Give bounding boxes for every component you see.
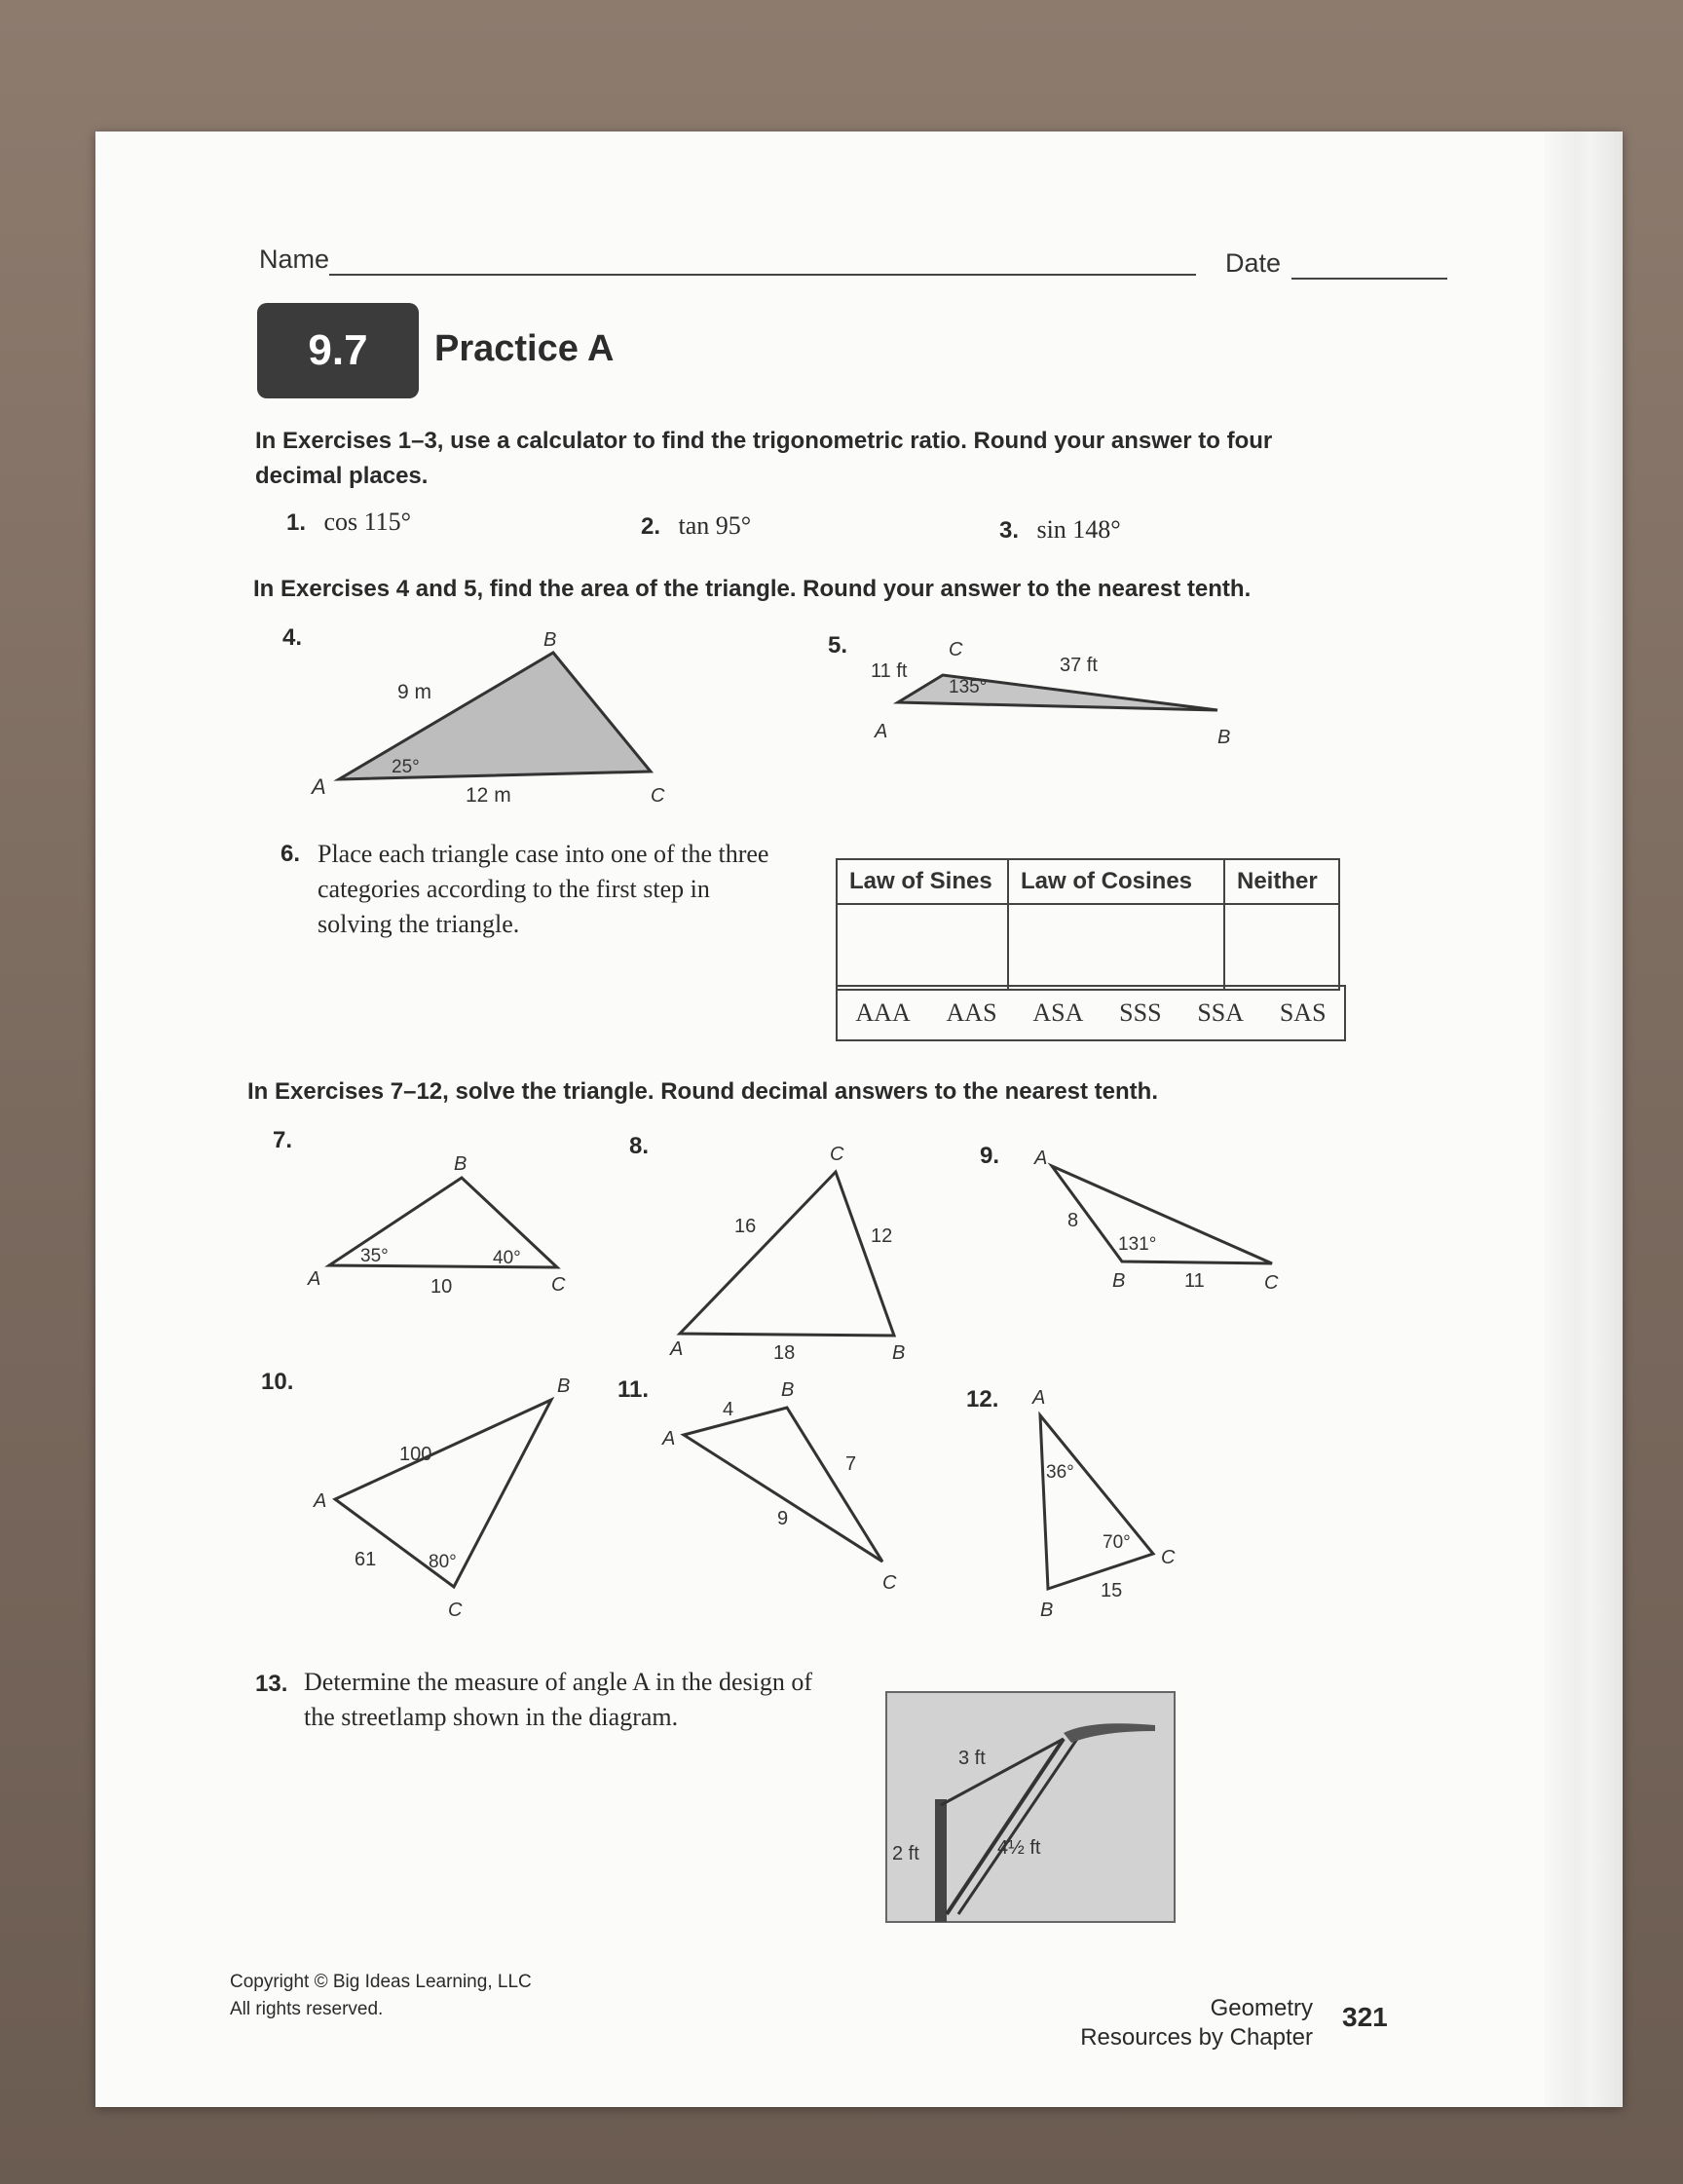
exercise-6-text: Place each triangle case into one of the three categories according to the first step in solving the triangle. [318, 840, 769, 938]
copyright [230, 1969, 532, 2023]
answer-cell[interactable] [1008, 904, 1224, 990]
exercise-13-text: Determine the measure of angle A in the design of the streetlamp shown in the diagram. [304, 1668, 813, 1731]
length-label: 3 ft [958, 1748, 986, 1769]
vertex-label: A [1034, 1148, 1048, 1169]
side-label: 15 [1101, 1580, 1123, 1601]
exercise-number: 3. [999, 517, 1020, 544]
exercise-expression: sin 148° [1036, 515, 1121, 544]
exercise-number: 2. [641, 513, 661, 540]
date-line[interactable] [1291, 278, 1447, 280]
vertex-label: A [670, 1338, 684, 1360]
vertex-label: A [312, 774, 326, 799]
exercise-10-number: 10. [261, 1369, 294, 1395]
side-label: 37 ft [1060, 655, 1098, 676]
copyright-line: All rights reserved. [230, 1999, 384, 2019]
vertex-label: C [949, 639, 963, 660]
side-label: 16 [734, 1216, 757, 1237]
side-label: 4 [723, 1399, 734, 1420]
triangle-shape [680, 1172, 894, 1336]
case-item[interactable]: SSA [1197, 998, 1245, 1027]
instruction-7-12: In Exercises 7–12, solve the triangle. Round decimal answers to the nearest tenth. [247, 1078, 1158, 1105]
angle-label: 40° [493, 1248, 521, 1268]
side-label: 7 [845, 1453, 857, 1475]
date-label: Date [1225, 248, 1282, 278]
vertex-label: C [830, 1144, 844, 1165]
vertex-label: C [1161, 1547, 1176, 1568]
exercise-expression: cos 115° [323, 508, 412, 536]
angle-label: 70° [1103, 1532, 1131, 1553]
page-number: 321 [1342, 2002, 1388, 2032]
triangle-shape [1052, 1166, 1272, 1263]
side-label: 12 m [466, 784, 511, 807]
vertex-label: A [1032, 1387, 1046, 1409]
length-label: 4½ ft [997, 1837, 1041, 1859]
exercise-9-number: 9. [980, 1143, 1000, 1169]
worksheet-page [95, 132, 1623, 2107]
answer-cell[interactable] [1224, 904, 1339, 990]
side-label: 12 [871, 1225, 893, 1247]
case-item[interactable]: AAA [855, 998, 911, 1027]
vertex-label: A [875, 721, 888, 742]
angle-label: 135° [949, 677, 988, 697]
exercise-7-number: 7. [273, 1127, 293, 1153]
case-item[interactable]: ASA [1032, 998, 1084, 1027]
triangle-shape [339, 653, 651, 779]
table-header-row [837, 859, 1339, 904]
column-header: Law of Cosines [1008, 859, 1224, 904]
vertex-label: C [882, 1572, 897, 1594]
vertex-label: B [781, 1379, 795, 1401]
exercise-10-triangle [310, 1371, 660, 1621]
angle-label: 25° [392, 757, 420, 777]
exercise-11-number: 11. [617, 1376, 650, 1403]
vertex-label: B [892, 1342, 906, 1364]
case-item[interactable]: SSS [1119, 998, 1162, 1027]
vertex-label: C [1264, 1272, 1279, 1294]
exercise-12-number: 12. [966, 1386, 999, 1412]
exercise-6-number: 6. [280, 841, 301, 867]
table-answer-row [837, 904, 1339, 990]
side-label: 11 ft [871, 660, 908, 682]
column-header: Law of Sines [837, 859, 1008, 904]
book-line: Resources by Chapter [1080, 2024, 1313, 2051]
copyright-line: Copyright © Big Ideas Learning, LLC [230, 1972, 532, 1992]
section-badge: 9.7 [257, 303, 419, 398]
name-label: Name [259, 245, 330, 274]
paper-edge [1545, 132, 1623, 2107]
exercise-5-number: 5. [828, 632, 848, 659]
vertex-label: B [557, 1375, 571, 1397]
vertex-label: B [543, 629, 557, 651]
case-item[interactable]: SAS [1279, 998, 1327, 1027]
exercise-5-triangle [855, 632, 1362, 788]
vertex-label: B [1040, 1600, 1054, 1621]
vertex-label: A [662, 1428, 676, 1450]
exercise-2 [641, 511, 751, 541]
triangle-shape [1040, 1415, 1153, 1589]
exercise-8-number: 8. [629, 1133, 650, 1159]
side-label: 11 [1184, 1270, 1205, 1292]
exercise-8-triangle [651, 1139, 962, 1373]
vertex-label: B [1112, 1270, 1126, 1292]
triangle-shape [898, 675, 1217, 710]
case-bank [836, 985, 1346, 1041]
book-line: Geometry [1210, 1995, 1313, 2021]
lamp-post [935, 1799, 947, 1922]
side-label: 61 [355, 1549, 377, 1570]
angle-label: 35° [360, 1246, 389, 1266]
angle-label: 80° [429, 1552, 457, 1572]
vertex-label: A [314, 1490, 327, 1512]
exercise-expression: tan 95° [678, 511, 752, 540]
triangle-shape [684, 1408, 882, 1562]
vertex-label: B [454, 1153, 468, 1175]
exercise-7-triangle [290, 1125, 612, 1298]
instruction-1-3: In Exercises 1–3, use a calculator to find the trigonometric ratio. Round your answer to four decimal places. [255, 428, 1273, 489]
side-label: 9 m [397, 681, 432, 703]
exercise-4-number: 4. [282, 624, 303, 651]
exercise-12-triangle [1021, 1380, 1274, 1624]
vertex-label: C [651, 785, 665, 807]
category-table [836, 858, 1340, 991]
side-label: 9 [777, 1508, 789, 1529]
instruction-4-5: In Exercises 4 and 5, find the area of the triangle. Round your answer to the nearest tenth. [253, 576, 1252, 602]
answer-cell[interactable] [837, 904, 1008, 990]
book-title [1030, 1994, 1313, 2052]
page-title: Practice A [434, 328, 615, 369]
vertex-label: C [448, 1600, 463, 1621]
column-header: Neither [1224, 859, 1339, 904]
side-label: 8 [1067, 1210, 1079, 1231]
side-label: 10 [430, 1276, 453, 1298]
exercise-11-triangle [641, 1369, 962, 1612]
side-label: 18 [773, 1342, 796, 1364]
side-label: 100 [399, 1444, 432, 1465]
exercise-number: 1. [286, 509, 307, 536]
vertex-label: C [551, 1274, 566, 1296]
length-label: 2 ft [892, 1843, 919, 1864]
exercise-9-triangle [1011, 1145, 1342, 1300]
exercise-3 [999, 515, 1121, 545]
name-line[interactable] [329, 274, 1196, 276]
case-item[interactable]: AAS [946, 998, 997, 1027]
angle-label: 36° [1046, 1462, 1074, 1483]
exercise-13-number: 13. [255, 1671, 288, 1697]
streetlamp-diagram [886, 1692, 1178, 1926]
angle-label: 131° [1118, 1234, 1157, 1255]
vertex-label: B [1217, 727, 1231, 748]
exercise-1 [286, 508, 411, 537]
exercise-4-triangle [290, 628, 797, 823]
vertex-label: A [308, 1268, 321, 1290]
